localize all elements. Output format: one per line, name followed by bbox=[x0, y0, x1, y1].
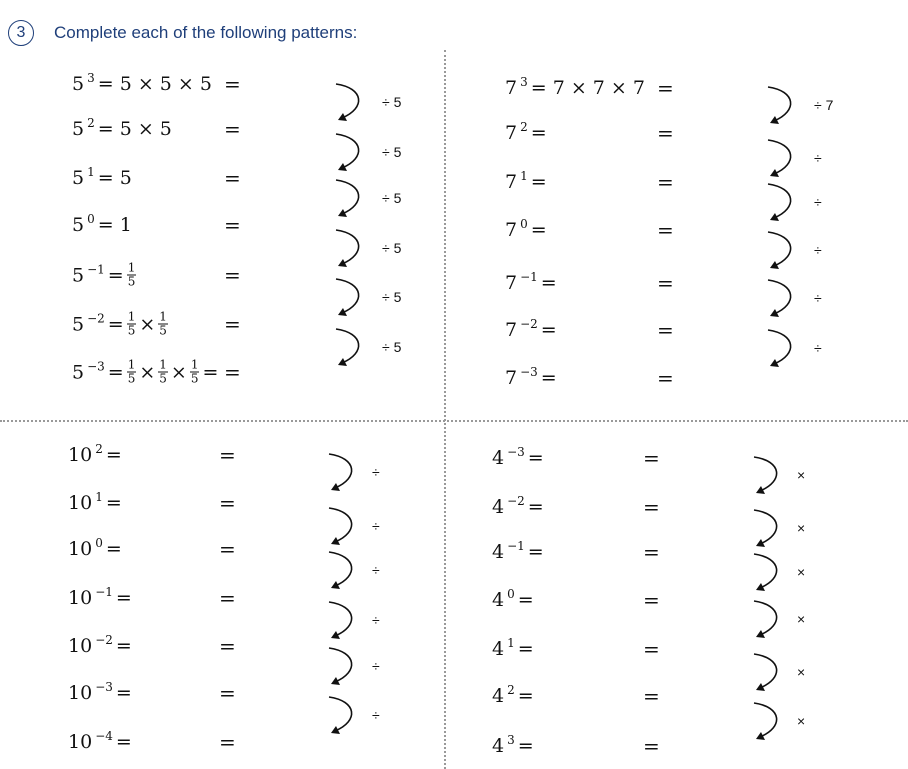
fraction bbox=[127, 359, 137, 386]
power-base: 7 bbox=[505, 77, 518, 99]
expression-rest: = bbox=[115, 635, 132, 657]
answer-equals-q10-0: = bbox=[219, 443, 236, 467]
power-exponent: 0 bbox=[95, 536, 103, 550]
operation-label-q10-1: ÷ bbox=[372, 518, 380, 534]
operation-label-q10-4: ÷ bbox=[372, 658, 380, 674]
power-base: 5 bbox=[72, 214, 85, 236]
answer-equals-q10-2: = bbox=[219, 537, 236, 561]
power-exponent: −1 bbox=[87, 262, 105, 276]
horizontal-divider bbox=[0, 420, 908, 422]
expression-q5-0 bbox=[72, 73, 212, 95]
expression-rest: = bbox=[517, 735, 534, 757]
power-exponent: −3 bbox=[87, 359, 105, 373]
answer-equals-q5-2: = bbox=[224, 166, 241, 190]
question-number-badge: 3 bbox=[8, 20, 34, 46]
expression-q4-1 bbox=[492, 496, 544, 518]
expression-q7-0 bbox=[505, 77, 645, 99]
operation-label-q5-1: ÷ 5 bbox=[382, 144, 402, 160]
fraction-numerator: 1 bbox=[159, 357, 167, 372]
expression-q5-2 bbox=[72, 167, 132, 189]
power-base: 4 bbox=[492, 496, 505, 518]
power-exponent: −1 bbox=[95, 585, 113, 599]
operation-label-q7-2: ÷ bbox=[814, 194, 822, 210]
power-exponent: 3 bbox=[520, 75, 528, 89]
answer-equals-q5-1: = bbox=[224, 117, 241, 141]
power-exponent: 2 bbox=[87, 116, 95, 130]
power-exponent: −2 bbox=[95, 633, 113, 647]
curved-arrow-icon bbox=[334, 130, 366, 174]
power-base: 4 bbox=[492, 589, 505, 611]
expression-q10-3 bbox=[68, 587, 132, 609]
expression-q5-6 bbox=[72, 359, 218, 386]
answer-equals-q4-2: = bbox=[643, 540, 660, 564]
curved-arrow-icon bbox=[766, 136, 798, 180]
answer-equals-q10-5: = bbox=[219, 681, 236, 705]
times-sign: × bbox=[139, 361, 156, 383]
fraction-numerator: 1 bbox=[159, 309, 167, 324]
power-base: 4 bbox=[492, 447, 505, 469]
power-base: 5 bbox=[72, 73, 85, 95]
answer-equals-q10-6: = bbox=[219, 730, 236, 754]
expression-q5-4 bbox=[72, 262, 136, 289]
expression-rest: = bbox=[107, 361, 124, 383]
curved-arrow-icon bbox=[752, 597, 784, 641]
curved-arrow-icon bbox=[752, 650, 784, 694]
expression-rest: = bbox=[107, 313, 124, 335]
power-exponent: 0 bbox=[507, 587, 515, 601]
curved-arrow-icon bbox=[334, 275, 366, 319]
power-base: 10 bbox=[68, 731, 93, 753]
operation-label-q5-2: ÷ 5 bbox=[382, 190, 402, 206]
vertical-divider bbox=[444, 50, 446, 769]
fraction-numerator: 1 bbox=[127, 309, 136, 324]
power-base: 10 bbox=[68, 492, 93, 514]
power-exponent: 2 bbox=[95, 442, 103, 456]
curved-arrow-icon bbox=[327, 504, 359, 548]
operation-label-q7-3: ÷ bbox=[814, 242, 822, 258]
power-exponent: −4 bbox=[95, 729, 113, 743]
operation-label-q10-5: ÷ bbox=[372, 707, 380, 723]
power-base: 7 bbox=[505, 219, 518, 241]
fraction bbox=[127, 262, 137, 289]
times-sign: × bbox=[170, 361, 187, 383]
power-exponent: 1 bbox=[95, 490, 103, 504]
power-exponent: 1 bbox=[520, 169, 528, 183]
operation-label-q5-0: ÷ 5 bbox=[382, 94, 402, 110]
operation-label-q7-0: ÷ 7 bbox=[814, 97, 834, 113]
operation-label-q5-5: ÷ 5 bbox=[382, 339, 402, 355]
operation-label-q5-4: ÷ 5 bbox=[382, 289, 402, 305]
fraction-denominator: 5 bbox=[159, 371, 167, 386]
question-title: Complete each of the following patterns: bbox=[54, 23, 358, 42]
answer-equals-q10-1: = bbox=[219, 491, 236, 515]
power-exponent: 3 bbox=[87, 71, 95, 85]
expression-rest: = 5 × 5 bbox=[97, 118, 172, 140]
answer-equals-q4-4: = bbox=[643, 637, 660, 661]
fraction-denominator: 5 bbox=[127, 371, 136, 386]
trailing-equals: = bbox=[202, 361, 219, 383]
curved-arrow-icon bbox=[334, 325, 366, 369]
operation-label-q4-5: × bbox=[797, 713, 806, 729]
answer-equals-q4-1: = bbox=[643, 495, 660, 519]
fraction-denominator: 5 bbox=[159, 323, 167, 338]
curved-arrow-icon bbox=[766, 276, 798, 320]
curved-arrow-icon bbox=[334, 226, 366, 270]
power-base: 7 bbox=[505, 122, 518, 144]
expression-q7-2 bbox=[505, 171, 547, 193]
fraction-numerator: 1 bbox=[190, 357, 199, 372]
power-base: 4 bbox=[492, 735, 505, 757]
expression-q10-1 bbox=[68, 492, 122, 514]
question-header bbox=[8, 18, 357, 48]
power-exponent: 0 bbox=[520, 217, 528, 231]
curved-arrow-icon bbox=[766, 228, 798, 272]
operation-label-q7-5: ÷ bbox=[814, 340, 822, 356]
fraction bbox=[158, 311, 168, 338]
curved-arrow-icon bbox=[766, 180, 798, 224]
power-exponent: 2 bbox=[507, 683, 515, 697]
answer-equals-q5-0: = bbox=[224, 72, 241, 96]
power-base: 5 bbox=[72, 264, 85, 286]
fraction-denominator: 5 bbox=[127, 274, 136, 289]
curved-arrow-icon bbox=[752, 506, 784, 550]
power-exponent: 0 bbox=[87, 212, 95, 226]
expression-q7-4 bbox=[505, 272, 557, 294]
power-exponent: −3 bbox=[95, 680, 113, 694]
fraction bbox=[158, 359, 168, 386]
curved-arrow-icon bbox=[327, 450, 359, 494]
expression-rest: = 5 × 5 × 5 bbox=[97, 73, 212, 95]
power-exponent: −1 bbox=[507, 539, 525, 553]
power-exponent: −2 bbox=[520, 317, 538, 331]
power-exponent: 2 bbox=[520, 120, 528, 134]
power-exponent: −3 bbox=[507, 445, 525, 459]
power-base: 5 bbox=[72, 118, 85, 140]
expression-q10-6 bbox=[68, 731, 132, 753]
expression-rest: = bbox=[530, 122, 547, 144]
operation-label-q5-3: ÷ 5 bbox=[382, 240, 402, 256]
expression-q5-1 bbox=[72, 118, 172, 140]
fraction-denominator: 5 bbox=[127, 323, 136, 338]
answer-equals-q7-2: = bbox=[657, 170, 674, 194]
power-base: 5 bbox=[72, 167, 85, 189]
power-base: 4 bbox=[492, 541, 505, 563]
expression-rest: = bbox=[540, 272, 557, 294]
answer-equals-q4-3: = bbox=[643, 588, 660, 612]
operation-label-q4-1: × bbox=[797, 520, 806, 536]
expression-q5-5 bbox=[72, 311, 168, 338]
power-base: 7 bbox=[505, 319, 518, 341]
answer-equals-q10-4: = bbox=[219, 634, 236, 658]
answer-equals-q5-4: = bbox=[224, 263, 241, 287]
power-base: 4 bbox=[492, 685, 505, 707]
power-base: 7 bbox=[505, 171, 518, 193]
power-exponent: 1 bbox=[87, 165, 95, 179]
operation-label-q7-4: ÷ bbox=[814, 290, 822, 306]
answer-equals-q7-3: = bbox=[657, 218, 674, 242]
expression-rest: = bbox=[530, 171, 547, 193]
expression-rest: = 7 × 7 × 7 bbox=[530, 77, 645, 99]
expression-rest: = bbox=[517, 638, 534, 660]
expression-q10-4 bbox=[68, 635, 132, 657]
curved-arrow-icon bbox=[766, 326, 798, 370]
expression-rest: = bbox=[115, 587, 132, 609]
expression-q4-3 bbox=[492, 589, 534, 611]
expression-rest: = bbox=[527, 447, 544, 469]
curved-arrow-icon bbox=[752, 699, 784, 743]
expression-q4-0 bbox=[492, 447, 544, 469]
expression-q10-2 bbox=[68, 538, 122, 560]
answer-equals-q4-6: = bbox=[643, 734, 660, 758]
expression-rest: = 1 bbox=[97, 214, 132, 236]
power-base: 10 bbox=[68, 682, 93, 704]
expression-q7-6 bbox=[505, 367, 557, 389]
expression-q4-5 bbox=[492, 685, 534, 707]
answer-equals-q5-3: = bbox=[224, 213, 241, 237]
power-exponent: −3 bbox=[520, 365, 538, 379]
operation-label-q10-0: ÷ bbox=[372, 464, 380, 480]
expression-rest: = bbox=[540, 367, 557, 389]
times-sign: × bbox=[139, 313, 156, 335]
power-base: 10 bbox=[68, 635, 93, 657]
power-exponent: 1 bbox=[507, 636, 515, 650]
power-base: 10 bbox=[68, 538, 93, 560]
answer-equals-q7-6: = bbox=[657, 366, 674, 390]
expression-rest: = bbox=[530, 219, 547, 241]
power-base: 7 bbox=[505, 272, 518, 294]
curved-arrow-icon bbox=[752, 453, 784, 497]
expression-q4-6 bbox=[492, 735, 534, 757]
expression-rest: = bbox=[105, 444, 122, 466]
expression-q7-1 bbox=[505, 122, 547, 144]
power-exponent: −1 bbox=[520, 270, 538, 284]
answer-equals-q7-4: = bbox=[657, 271, 674, 295]
operation-label-q10-2: ÷ bbox=[372, 562, 380, 578]
fraction-denominator: 5 bbox=[190, 371, 199, 386]
fraction-numerator: 1 bbox=[127, 357, 136, 372]
answer-equals-q7-0: = bbox=[657, 76, 674, 100]
expression-q4-2 bbox=[492, 541, 544, 563]
curved-arrow-icon bbox=[334, 176, 366, 220]
answer-equals-q7-5: = bbox=[657, 318, 674, 342]
power-base: 5 bbox=[72, 313, 85, 335]
expression-rest: = bbox=[517, 589, 534, 611]
expression-rest: = bbox=[115, 731, 132, 753]
fraction-numerator: 1 bbox=[127, 260, 136, 275]
expression-rest: = bbox=[527, 496, 544, 518]
power-exponent: 3 bbox=[507, 733, 515, 747]
power-exponent: −2 bbox=[507, 494, 525, 508]
curved-arrow-icon bbox=[327, 598, 359, 642]
answer-equals-q10-3: = bbox=[219, 586, 236, 610]
operation-label-q7-1: ÷ bbox=[814, 150, 822, 166]
curved-arrow-icon bbox=[327, 693, 359, 737]
operation-label-q4-0: × bbox=[797, 467, 806, 483]
answer-equals-q5-5: = bbox=[224, 312, 241, 336]
expression-rest: = bbox=[115, 682, 132, 704]
expression-rest: = bbox=[105, 538, 122, 560]
expression-q5-3 bbox=[72, 214, 132, 236]
expression-rest: = bbox=[527, 541, 544, 563]
answer-equals-q5-6: = bbox=[224, 360, 241, 384]
power-base: 10 bbox=[68, 444, 93, 466]
power-base: 4 bbox=[492, 638, 505, 660]
fraction bbox=[190, 359, 200, 386]
expression-rest: = 5 bbox=[97, 167, 132, 189]
power-exponent: −2 bbox=[87, 311, 105, 325]
operation-label-q10-3: ÷ bbox=[372, 612, 380, 628]
expression-q4-4 bbox=[492, 638, 534, 660]
curved-arrow-icon bbox=[327, 644, 359, 688]
curved-arrow-icon bbox=[334, 80, 366, 124]
expression-rest: = bbox=[540, 319, 557, 341]
expression-q10-0 bbox=[68, 444, 122, 466]
power-base: 5 bbox=[72, 361, 85, 383]
expression-q7-5 bbox=[505, 319, 557, 341]
fraction bbox=[127, 311, 137, 338]
expression-rest: = bbox=[105, 492, 122, 514]
answer-equals-q4-0: = bbox=[643, 446, 660, 470]
operation-label-q4-3: × bbox=[797, 611, 806, 627]
operation-label-q4-4: × bbox=[797, 664, 806, 680]
answer-equals-q4-5: = bbox=[643, 684, 660, 708]
power-base: 10 bbox=[68, 587, 93, 609]
expression-rest: = bbox=[517, 685, 534, 707]
power-base: 7 bbox=[505, 367, 518, 389]
curved-arrow-icon bbox=[752, 550, 784, 594]
operation-label-q4-2: × bbox=[797, 564, 806, 580]
curved-arrow-icon bbox=[327, 548, 359, 592]
expression-rest: = bbox=[107, 264, 124, 286]
answer-equals-q7-1: = bbox=[657, 121, 674, 145]
expression-q10-5 bbox=[68, 682, 132, 704]
expression-q7-3 bbox=[505, 219, 547, 241]
curved-arrow-icon bbox=[766, 83, 798, 127]
